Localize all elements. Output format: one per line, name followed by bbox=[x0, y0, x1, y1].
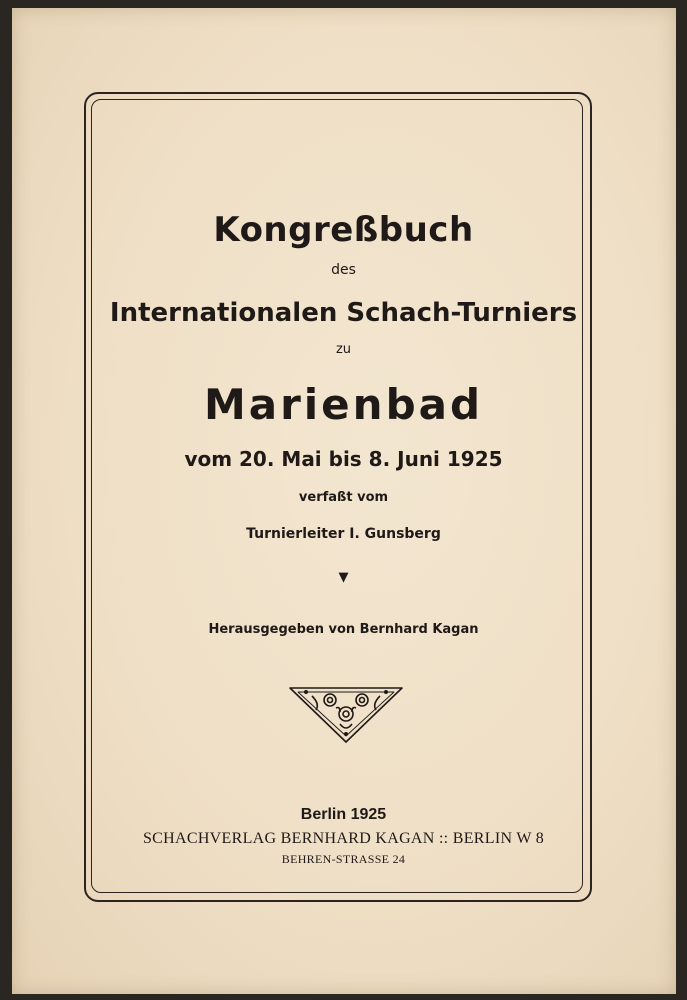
line-des: des bbox=[331, 262, 356, 278]
tournament-dates: vom 20. Mai bis 8. Juni 1925 bbox=[184, 447, 503, 471]
floral-ornament-icon bbox=[286, 684, 406, 746]
book-title: Kongreßbuch bbox=[213, 210, 474, 250]
author-name: Turnierleiter I. Gunsberg bbox=[246, 526, 441, 542]
editor-line: Herausgegeben von Bernhard Kagan bbox=[208, 622, 479, 637]
authored-by-label: verfaßt vom bbox=[298, 490, 389, 505]
publication-place-year: Berlin 1925 bbox=[300, 806, 387, 823]
city-name: Marienbad bbox=[203, 380, 484, 429]
publisher-line: SCHACHVERLAG BERNHARD KAGAN :: BERLIN W 8 bbox=[142, 830, 545, 847]
line-zu: zu bbox=[335, 342, 352, 357]
publisher-street: BEHREN-STRASSE 24 bbox=[281, 852, 406, 866]
tournament-line: Internationalen Schach-Turniers bbox=[109, 298, 578, 328]
triangle-divider-icon: ▼ bbox=[338, 570, 349, 585]
